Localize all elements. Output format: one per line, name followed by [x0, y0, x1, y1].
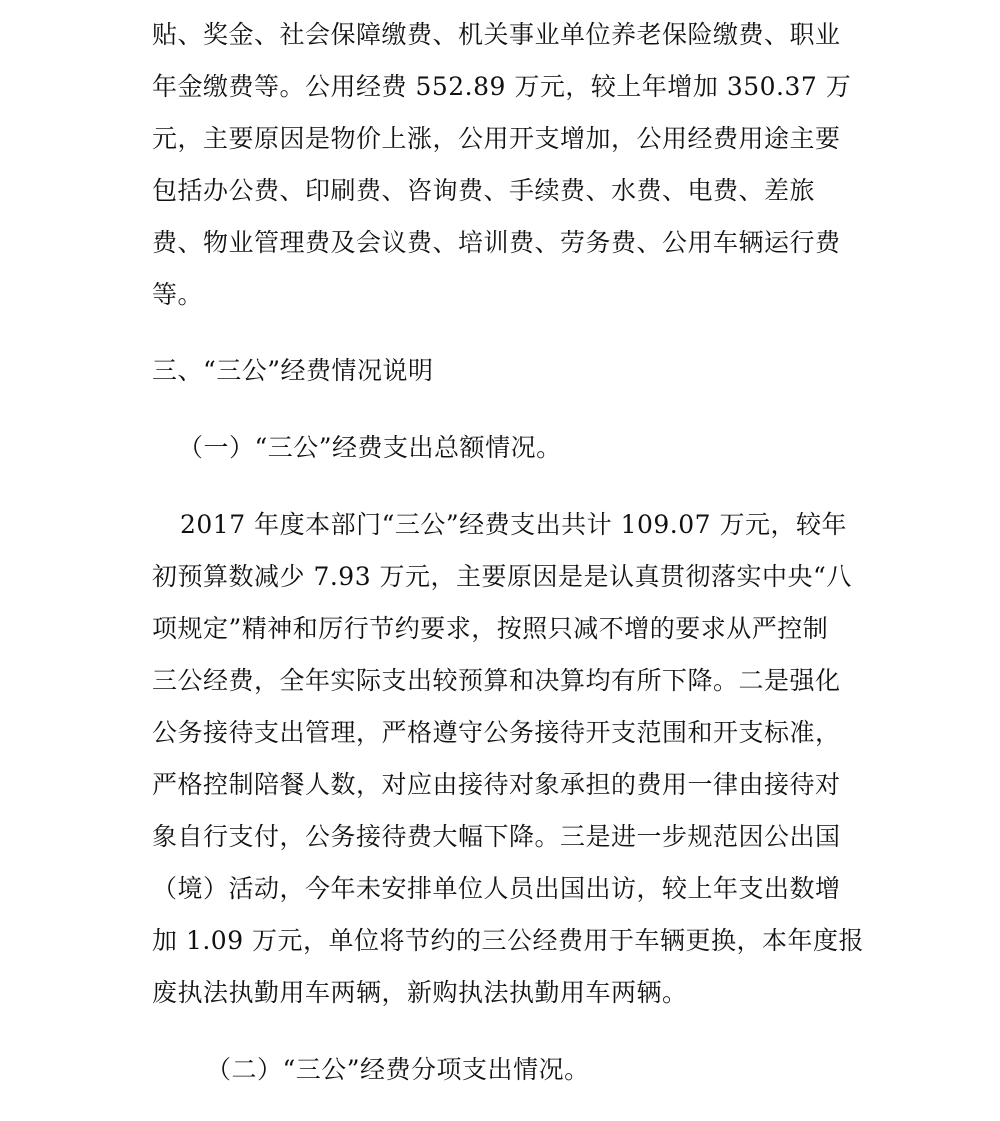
- paragraph-line: 等。: [152, 280, 204, 309]
- paragraph-line: 包括办公费、印刷费、咨询费、手续费、水费、电费、差旅: [152, 176, 816, 205]
- paragraph-line: 项规定”精神和厉行节约要求，按照只减不增的要求从严控制: [152, 614, 829, 643]
- section-heading: 三、“三公”经费情况说明: [152, 356, 434, 385]
- subsection-heading: （二）“三公”经费分项支出情况。: [206, 1055, 590, 1084]
- paragraph-line: 2017 年度本部门“三公”经费支出共计 109.07 万元，较年: [180, 510, 848, 539]
- paragraph-line: 年金缴费等。公用经费 552.89 万元，较上年增加 350.37 万: [152, 72, 852, 101]
- paragraph-line: 废执法执勤用车两辆，新购执法执勤用车两辆。: [152, 978, 688, 1007]
- paragraph-line: 加 1.09 万元，单位将节约的三公经费用于车辆更换，本年度报: [152, 926, 865, 955]
- paragraph-line: 三公经费，全年实际支出较预算和决算均有所下降。二是强化: [152, 666, 841, 695]
- paragraph-line: 象自行支付，公务接待费大幅下降。三是进一步规范因公出国: [152, 822, 841, 851]
- paragraph-line: 贴、奖金、社会保障缴费、机关事业单位养老保险缴费、职业: [152, 20, 841, 49]
- paragraph-line: 公务接待支出管理，严格遵守公务接待开支范围和开支标准，: [152, 718, 841, 747]
- subsection-heading: （一）“三公”经费支出总额情况。: [178, 433, 562, 462]
- paragraph-line: 费、物业管理费及会议费、培训费、劳务费、公用车辆运行费: [152, 228, 841, 257]
- paragraph-line: 初预算数减少 7.93 万元，主要原因是是认真贯彻落实中央“八: [152, 562, 852, 591]
- paragraph-line: 严格控制陪餐人数，对应由接待对象承担的费用一律由接待对: [152, 770, 841, 799]
- paragraph-line: （境）活动，今年未安排单位人员出国出访，较上年支出数增: [152, 874, 841, 903]
- paragraph-line: 元，主要原因是物价上涨，公用开支增加，公用经费用途主要: [152, 124, 841, 153]
